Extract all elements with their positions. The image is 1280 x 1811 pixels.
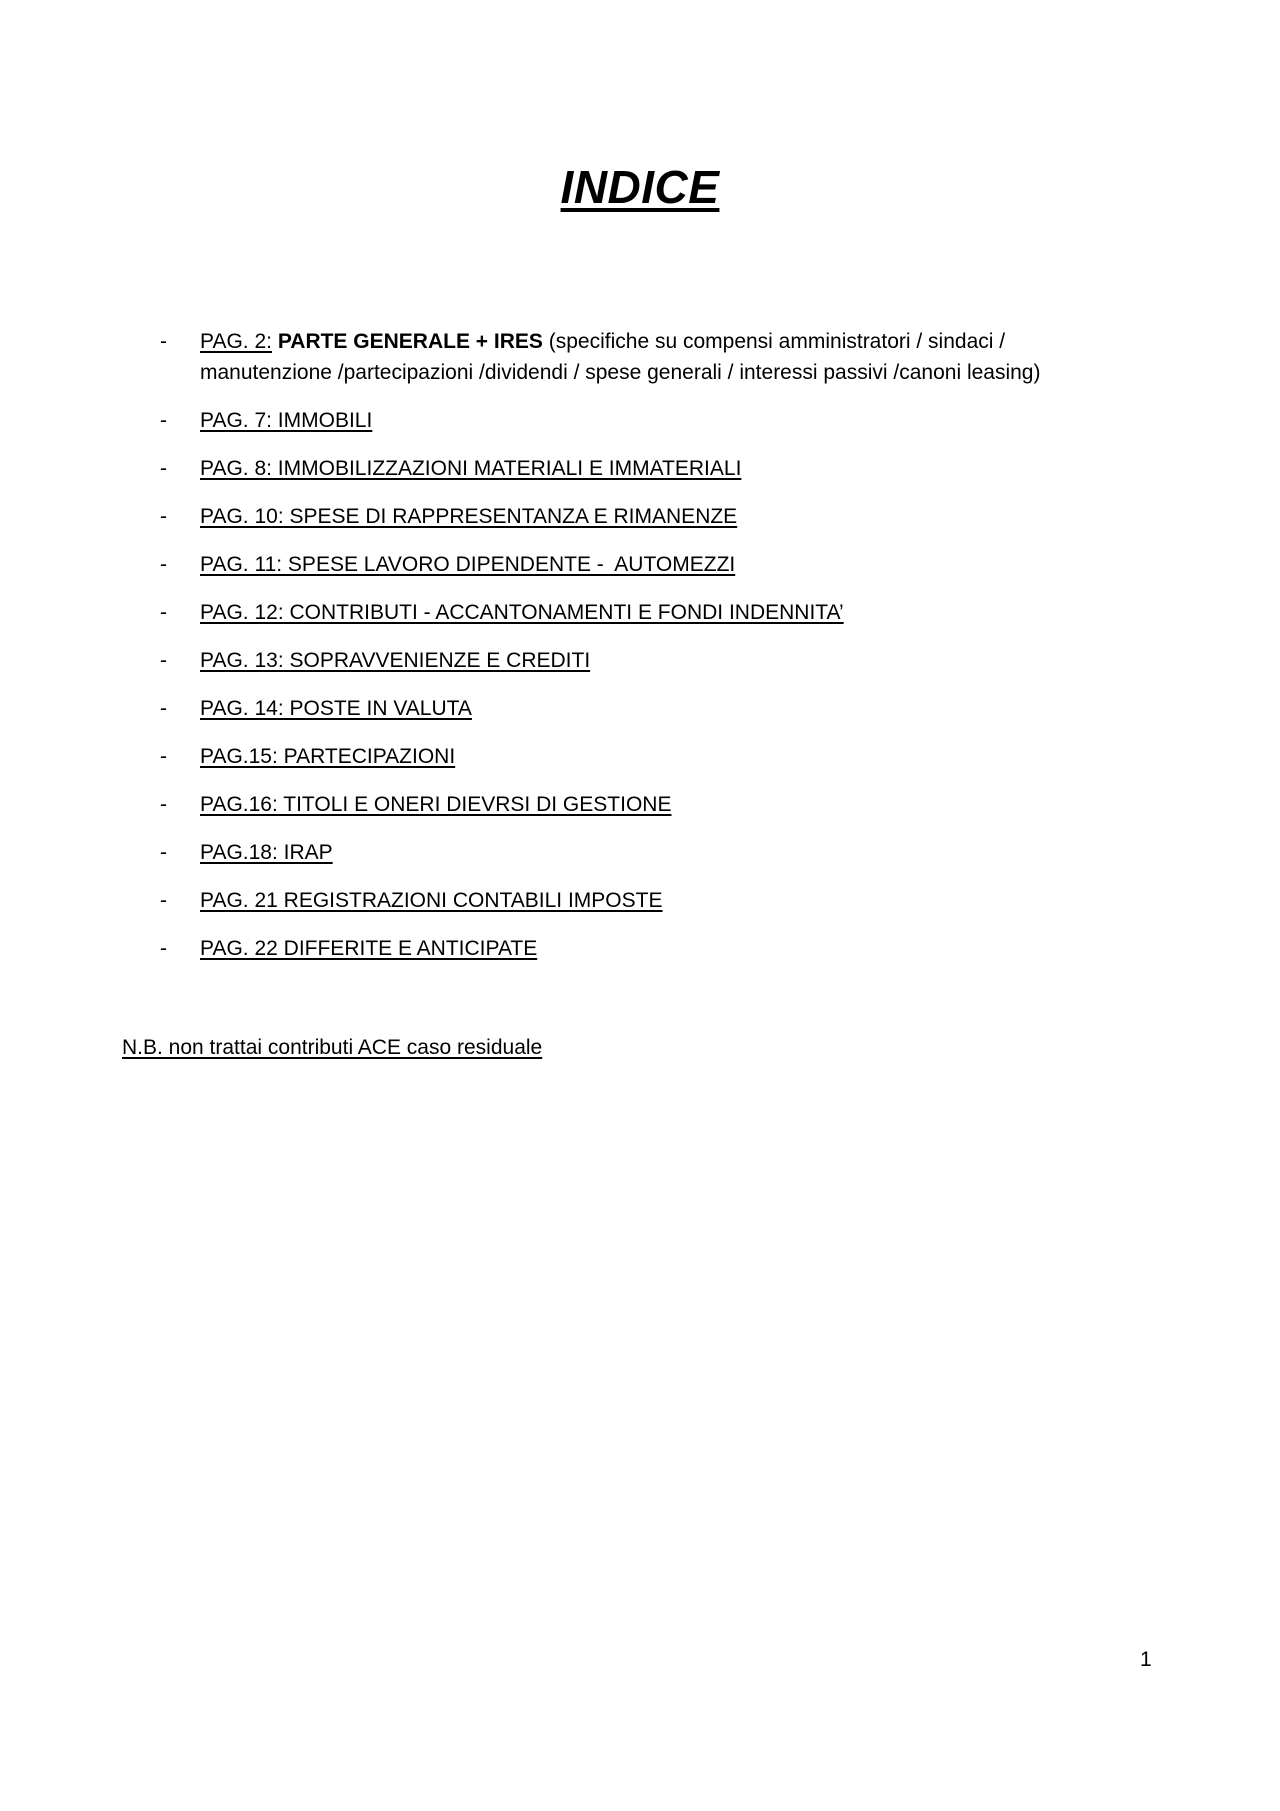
toc-link[interactable]: PAG. 2: <box>200 330 272 353</box>
toc-entry <box>160 549 1120 580</box>
toc-entry <box>160 741 1120 772</box>
toc-link[interactable]: PAG. 8: IMMOBILIZZAZIONI MATERIALI E IMMATERIALI <box>200 457 742 480</box>
page-title <box>0 160 1280 214</box>
toc-entry <box>160 645 1120 676</box>
toc-entry <box>160 597 1120 628</box>
list-dash: - <box>160 649 167 672</box>
list-dash: - <box>160 505 167 528</box>
toc-link[interactable]: PAG. 11: SPESE LAVORO DIPENDENTE - AUTOMEZZI <box>200 553 736 576</box>
toc-entry <box>160 837 1120 868</box>
list-dash: - <box>160 841 167 864</box>
page-title-text: INDICE <box>560 161 720 213</box>
list-dash: - <box>160 409 167 432</box>
toc-entry-bold: PARTE GENERALE + IRES <box>277 330 543 353</box>
list-dash: - <box>160 553 167 576</box>
toc-link[interactable]: PAG. 22 DIFFERITE E ANTICIPATE <box>200 937 538 960</box>
toc-link[interactable]: PAG. 13: SOPRAVVENIENZE E CREDITI <box>200 649 591 672</box>
toc-entry-detail: (specifiche su compensi amministratori / sindaci / manutenzione /partecipazioni /dividendi / spese generali / interessi passivi /canoni leasing) <box>200 330 1041 384</box>
toc-link[interactable]: PAG.15: PARTECIPAZIONI <box>200 745 456 768</box>
toc-entry <box>160 789 1120 820</box>
toc-link[interactable]: PAG. 10: SPESE DI RAPPRESENTANZA E RIMANENZE <box>200 505 738 528</box>
list-dash: - <box>160 793 167 816</box>
toc-link[interactable]: PAG.16: TITOLI E ONERI DIEVRSI DI GESTIONE <box>200 793 672 816</box>
page-number: 1 <box>1140 1648 1152 1671</box>
toc-link[interactable]: PAG. 7: IMMOBILI <box>200 409 373 432</box>
toc-link[interactable]: PAG. 14: POSTE IN VALUTA <box>200 697 472 720</box>
table-of-contents <box>160 326 1120 981</box>
list-dash: - <box>160 330 167 353</box>
toc-entry <box>160 693 1120 724</box>
list-dash: - <box>160 457 167 480</box>
list-dash: - <box>160 937 167 960</box>
toc-entry <box>160 933 1120 964</box>
list-dash: - <box>160 889 167 912</box>
toc-link[interactable]: PAG. 21 REGISTRAZIONI CONTABILI IMPOSTE <box>200 889 663 912</box>
list-dash: - <box>160 745 167 768</box>
toc-link[interactable]: PAG. 12: CONTRIBUTI - ACCANTONAMENTI E FONDI INDENNITA’ <box>200 601 844 624</box>
list-dash: - <box>160 697 167 720</box>
toc-entry <box>160 326 1120 388</box>
toc-entry <box>160 453 1120 484</box>
toc-entry <box>160 885 1120 916</box>
footnote: N.B. non trattai contributi ACE caso residuale <box>122 1036 543 1059</box>
toc-entry <box>160 405 1120 436</box>
toc-link[interactable]: PAG.18: IRAP <box>200 841 333 864</box>
list-dash: - <box>160 601 167 624</box>
toc-entry <box>160 501 1120 532</box>
